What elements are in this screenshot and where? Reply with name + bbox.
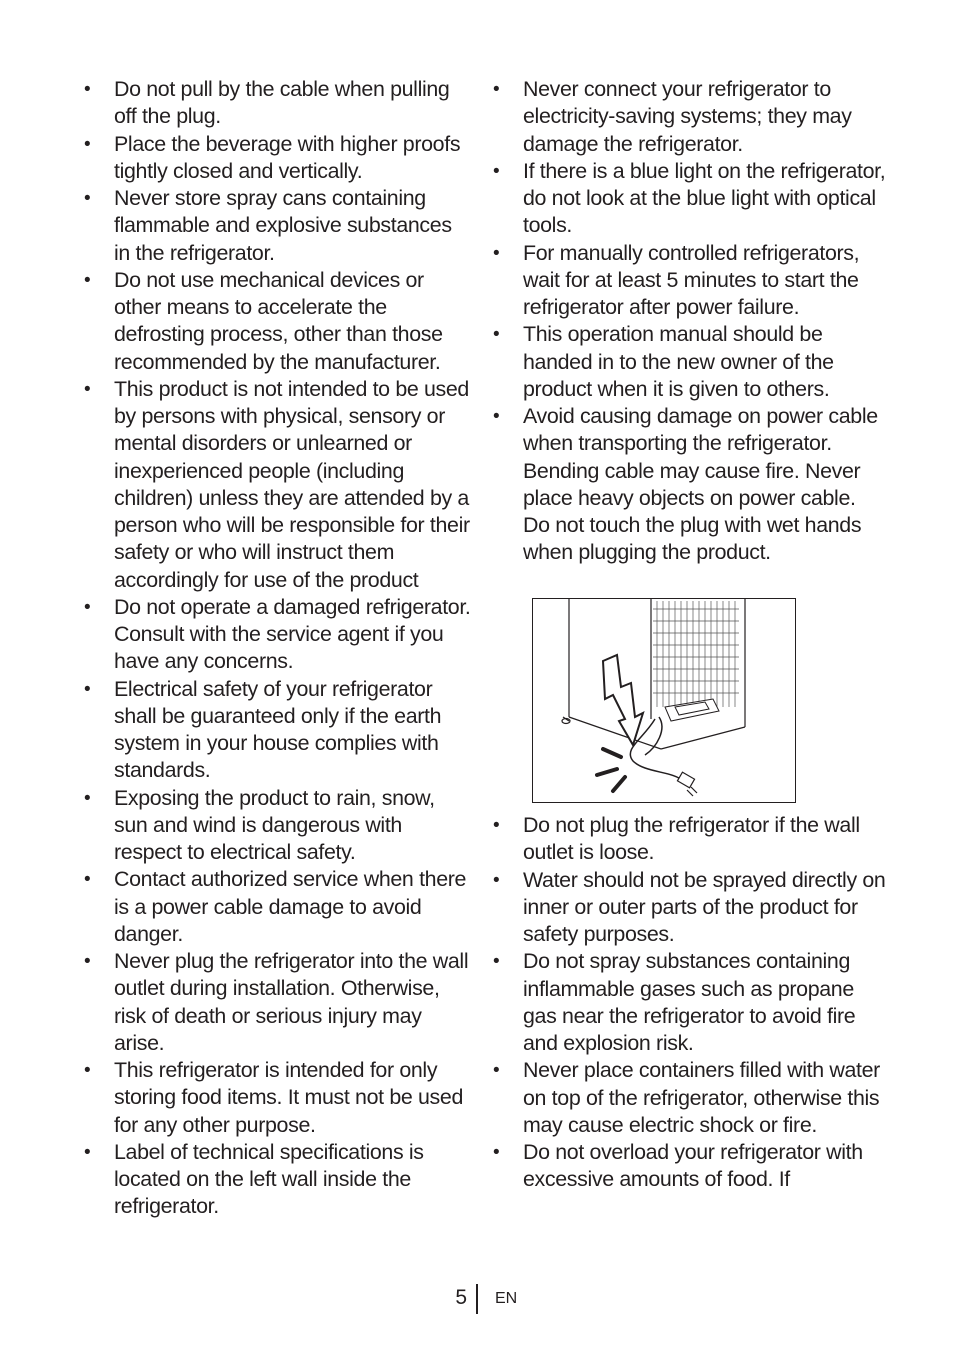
list-item-text: Do not plug the refrigerator if the wall outlet is loose. bbox=[523, 813, 860, 865]
list-item-text: Do not pull by the cable when pulling off the plug. bbox=[114, 77, 450, 129]
list-item bbox=[82, 76, 472, 131]
list-item-text: Water should not be sprayed directly on inner or outer parts of the product for safety purposes. bbox=[523, 867, 886, 946]
left-column bbox=[82, 76, 472, 1221]
list-item bbox=[82, 785, 472, 867]
list-item-text: Label of technical specifications is located on the left wall inside the refrigerator. bbox=[114, 1139, 424, 1219]
list-item-text: For manually controlled refrigerators, wait for at least 5 minutes to start the refrigerator after power failure. bbox=[523, 240, 860, 319]
page-number: 5 bbox=[455, 1286, 467, 1309]
list-item-text: If there is a blue light on the refrigerator, do not look at the blue light with optical tools. bbox=[523, 158, 886, 238]
bullet-icon: • bbox=[493, 1142, 500, 1163]
bullet-icon: • bbox=[84, 378, 91, 400]
list-item bbox=[491, 76, 886, 158]
list-item-text: Electrical safety of your refrigerator shall be guaranteed only if the earth system in your house complies with standards. bbox=[114, 676, 442, 783]
bullet-icon: • bbox=[84, 596, 91, 618]
list-item-text: Place the beverage with higher proofs tightly closed and vertically. bbox=[114, 131, 461, 183]
list-item bbox=[491, 948, 886, 1057]
list-item bbox=[82, 131, 472, 186]
list-item bbox=[82, 1139, 472, 1221]
bullet-icon: • bbox=[493, 160, 500, 182]
list-item bbox=[491, 1057, 886, 1139]
bullet-icon: • bbox=[493, 815, 500, 836]
bullet-list bbox=[82, 76, 472, 1221]
list-item bbox=[491, 321, 886, 403]
bullet-icon: • bbox=[84, 951, 91, 972]
list-item bbox=[491, 1139, 886, 1194]
bullet-icon: • bbox=[84, 79, 91, 100]
language-code: EN bbox=[495, 1290, 518, 1307]
list-item-text: This operation manual should be handed in to the new owner of the product when it is given to others. bbox=[523, 322, 834, 401]
list-item bbox=[82, 866, 472, 948]
bullet-list bbox=[491, 812, 886, 1194]
list-item bbox=[82, 594, 472, 676]
bullet-icon: • bbox=[84, 188, 91, 209]
bullet-icon: • bbox=[84, 1141, 91, 1163]
list-item bbox=[82, 1057, 472, 1139]
bullet-icon: • bbox=[84, 869, 91, 891]
list-item-text: Never store spray cans containing flammable and explosive substances in the refrigerator. bbox=[114, 186, 452, 265]
list-item-text: Never place containers filled with water on top of the refrigerator, otherwise this may cause electric shock or fire. bbox=[523, 1058, 880, 1137]
list-item-text: Never plug the refrigerator into the wall outlet during installation. Otherwise, risk of death or serious injury may arise. bbox=[114, 949, 469, 1055]
bullet-icon: • bbox=[84, 678, 91, 700]
list-item-text: Do not use mechanical devices or other means to accelerate the defrosting process, other than those recommended by the manufacturer. bbox=[114, 267, 443, 374]
footer-divider bbox=[476, 1284, 478, 1314]
right-column-top bbox=[491, 76, 886, 567]
bullet-icon: • bbox=[493, 79, 500, 100]
list-item-text: Contact authorized service when there is a power cable damage to avoid danger. bbox=[114, 867, 467, 946]
bullet-icon: • bbox=[493, 1060, 500, 1082]
list-item-text: This refrigerator is intended for only storing food items. It must not be used for any other purpose. bbox=[114, 1058, 463, 1137]
list-item bbox=[491, 403, 886, 567]
list-item-text: Do not overload your refrigerator with excessive amounts of food. If bbox=[523, 1140, 863, 1192]
list-item-text: This product is not intended to be used by persons with physical, sensory or mental disorders or unlearned or inexperienced people (including children) unless they are attended by a person who will be responsible for their safety or who will instruct them accordingly for use of the product bbox=[114, 376, 470, 592]
list-item bbox=[491, 812, 886, 867]
list-item bbox=[82, 948, 472, 1057]
bullet-icon: • bbox=[493, 324, 500, 346]
list-item-text: Do not operate a damaged refrigerator. Consult with the service agent if you have any concerns. bbox=[114, 594, 471, 674]
list-item bbox=[82, 376, 472, 594]
bullet-icon: • bbox=[493, 951, 500, 973]
list-item-text: Never connect your refrigerator to electricity-saving systems; they may damage the refrigerator. bbox=[523, 77, 852, 156]
bullet-icon: • bbox=[84, 1060, 91, 1081]
list-item-text: Do not spray substances containing inflammable gases such as propane gas near the refrigerator to avoid fire and explosion risk. bbox=[523, 949, 856, 1055]
list-item bbox=[491, 240, 886, 322]
list-item bbox=[82, 267, 472, 376]
list-item-text: Avoid causing damage on power cable when transporting the refrigerator. Bending cable may cause fire. Never place heavy objects on power cable. Do not touch the plug with wet hands when plugging the product. bbox=[523, 404, 878, 565]
page-footer bbox=[0, 1284, 954, 1316]
refrigerator-power-cable-illustration bbox=[532, 598, 796, 803]
bullet-list bbox=[491, 76, 886, 567]
list-item bbox=[82, 676, 472, 785]
bullet-icon: • bbox=[493, 869, 500, 891]
right-column-bottom bbox=[491, 812, 886, 1194]
list-item-text: Exposing the product to rain, snow, sun and wind is dangerous with respect to electrical safety. bbox=[114, 785, 435, 864]
bullet-icon: • bbox=[493, 242, 500, 264]
bullet-icon: • bbox=[84, 133, 91, 155]
bullet-icon: • bbox=[84, 269, 91, 291]
bullet-icon: • bbox=[84, 787, 91, 809]
bullet-icon: • bbox=[493, 406, 500, 427]
list-item bbox=[491, 158, 886, 240]
list-item bbox=[82, 185, 472, 267]
list-item bbox=[491, 867, 886, 949]
